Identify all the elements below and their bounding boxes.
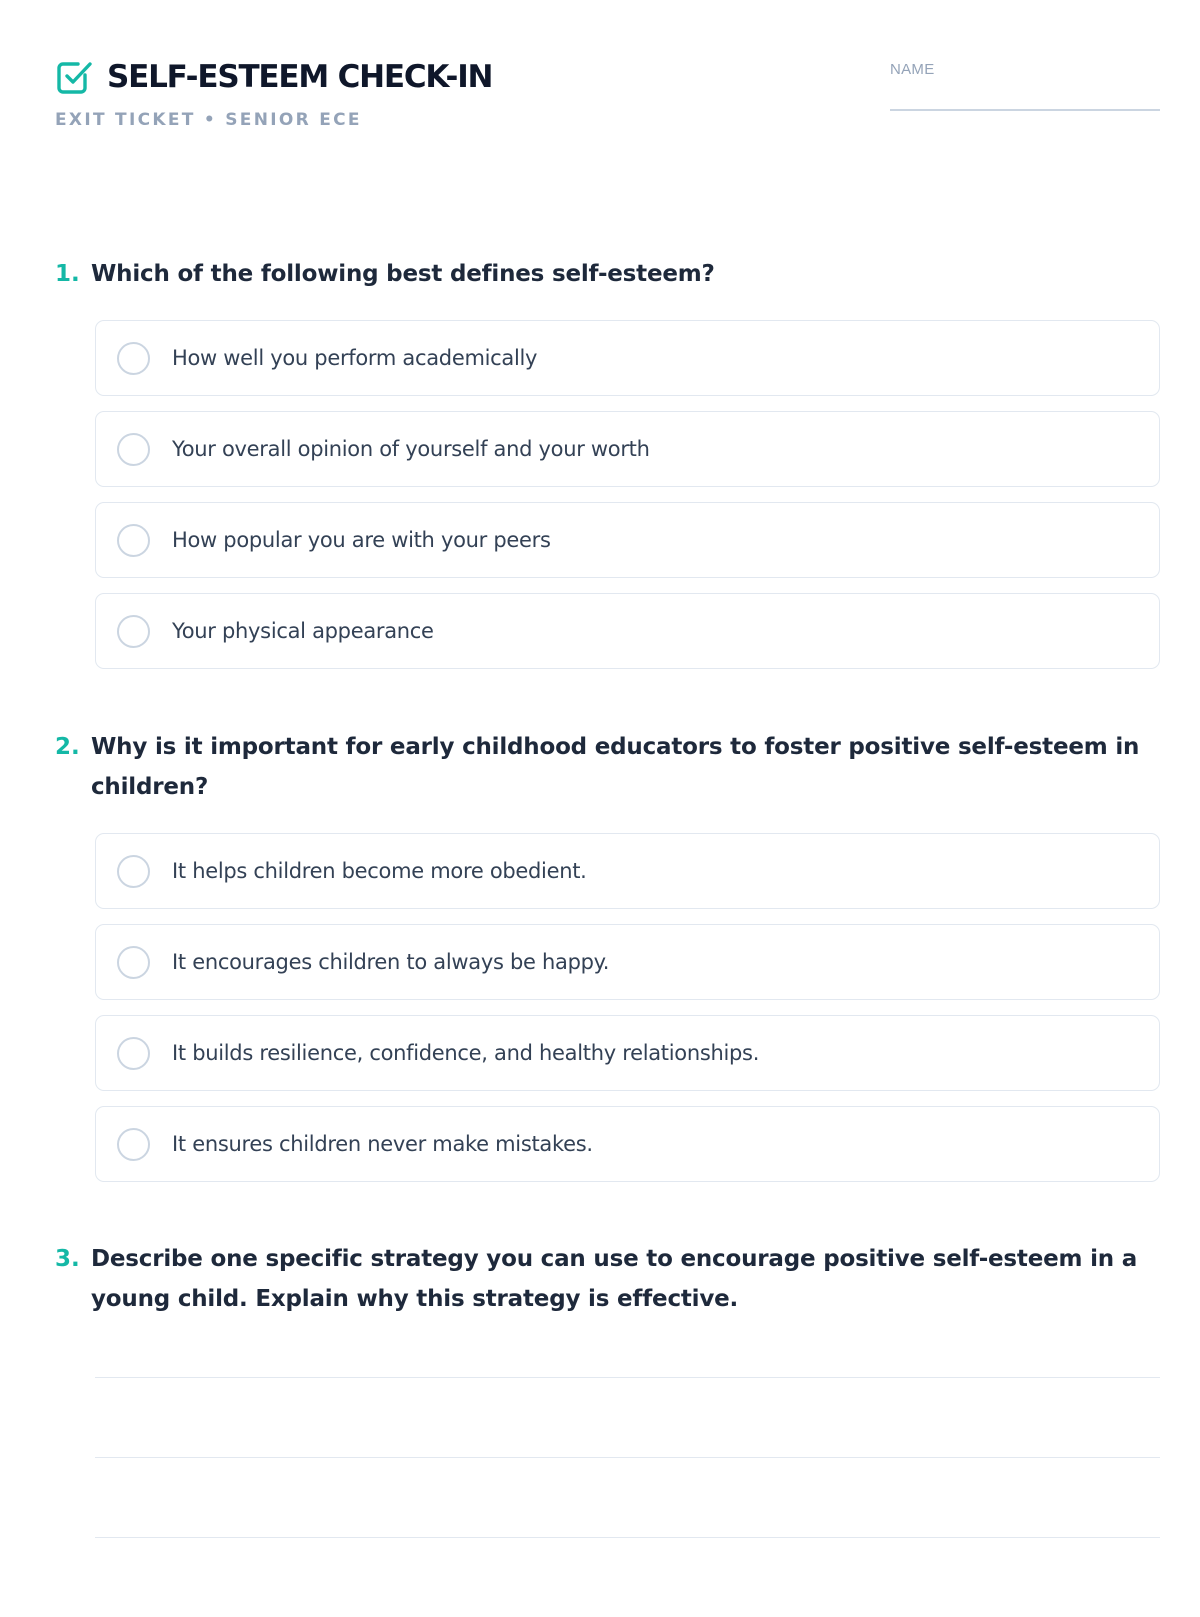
answer-option[interactable] [95,1106,1160,1182]
option-label: It helps children become more obedient. [172,859,587,883]
page-subtitle: EXIT TICKET • SENIOR ECE [55,110,362,130]
answer-option[interactable] [95,411,1160,487]
option-label: How well you perform academically [172,346,538,370]
option-label: It encourages children to always be happy. [172,950,610,974]
name-input-line[interactable] [890,109,1160,111]
option-label: Your overall opinion of yourself and your worth [172,437,650,461]
answer-line[interactable] [95,1537,1160,1538]
answer-option[interactable] [95,1015,1160,1091]
question-number: 1. [55,261,80,287]
question-text: Describe one specific strategy you can use to encourage positive self-esteem in a young child. Explain why this strategy is effective. [91,1246,1138,1312]
answer-option[interactable] [95,833,1160,909]
option-label: It ensures children never make mistakes. [172,1132,593,1156]
answer-option[interactable] [95,502,1160,578]
answer-options [95,320,1160,669]
page-header [55,58,1160,138]
page-title: SELF-ESTEEM CHECK-IN [107,59,493,95]
radio-button[interactable] [117,855,150,888]
question-3 [55,1239,1160,1617]
question-text: Which of the following best defines self-esteem? [91,261,715,287]
name-field[interactable] [890,61,1160,111]
question-number: 3. [55,1246,80,1272]
radio-button[interactable] [117,342,150,375]
question-2 [55,727,1160,1197]
option-label: It builds resilience, confidence, and healthy relationships. [172,1041,760,1065]
answer-options [95,833,1160,1182]
question-header [55,727,1160,807]
question-number: 2. [55,734,80,760]
answer-option[interactable] [95,593,1160,669]
answer-line[interactable] [95,1457,1160,1458]
brand [55,58,492,96]
radio-button[interactable] [117,946,150,979]
written-answer-area[interactable] [95,1377,1160,1538]
radio-button[interactable] [117,615,150,648]
radio-button[interactable] [117,524,150,557]
radio-button[interactable] [117,1128,150,1161]
radio-button[interactable] [117,433,150,466]
question-text: Why is it important for early childhood educators to foster positive self-esteem in children? [91,734,1140,800]
radio-button[interactable] [117,1037,150,1070]
option-label: How popular you are with your peers [172,528,551,552]
question-header [55,1239,1160,1319]
name-label: NAME [890,61,935,78]
option-label: Your physical appearance [172,619,434,643]
question-header [55,254,1160,294]
answer-option[interactable] [95,320,1160,396]
answer-option[interactable] [95,924,1160,1000]
answer-line[interactable] [95,1377,1160,1378]
checkbox-check-icon [55,58,93,96]
question-1 [55,254,1160,684]
